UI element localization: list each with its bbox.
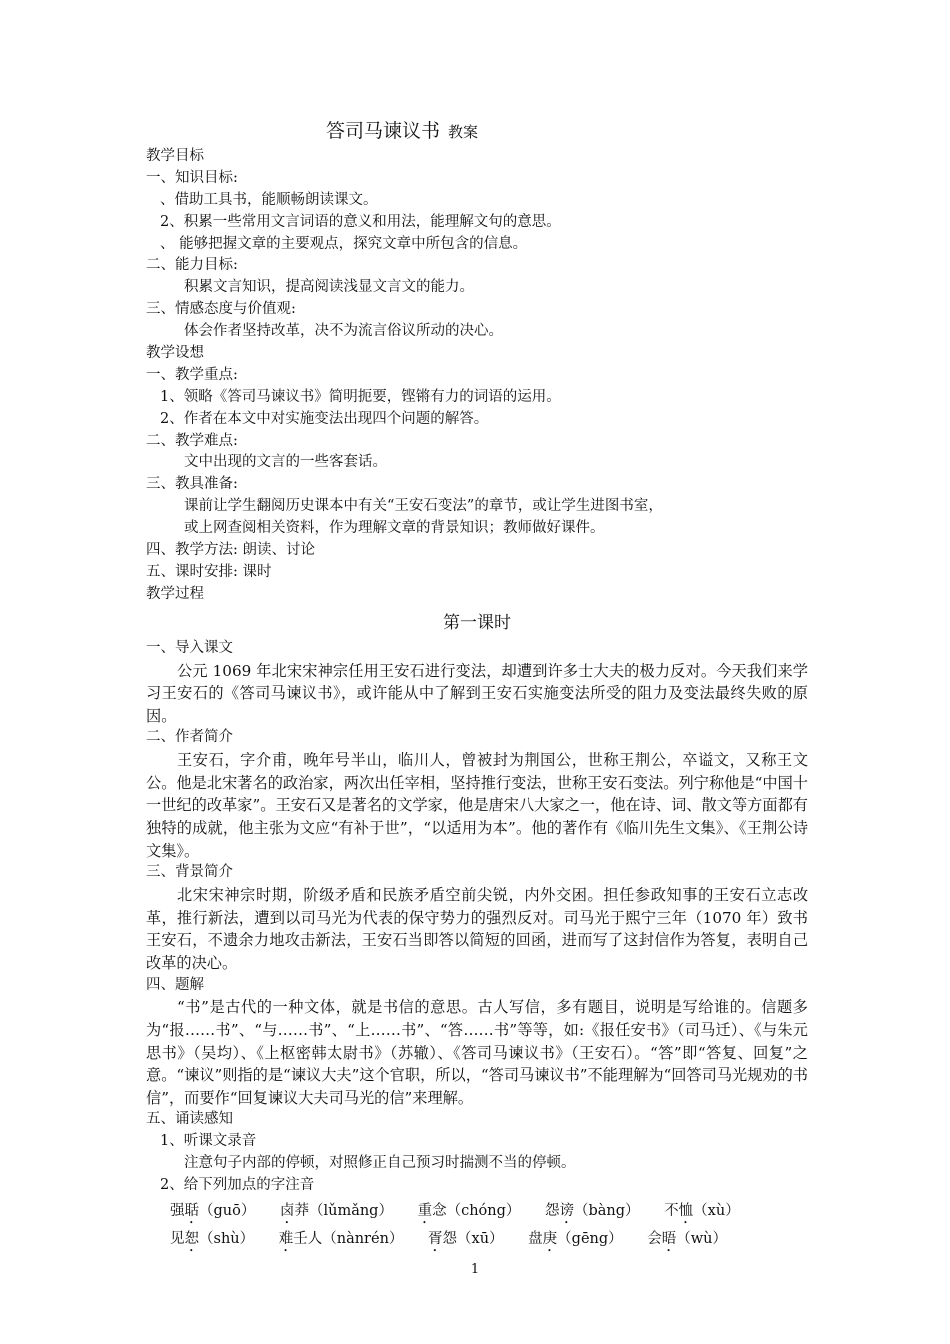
dotted-char: 谤 [559,1202,574,1219]
dotted-char: 恤 [678,1202,694,1219]
process-heading: 教学过程 [146,585,204,602]
pinyin-char: 莽 [294,1202,309,1219]
schedule-line: 五、课时安排: 课时 [146,563,272,580]
dotted-char: 聒 [184,1202,199,1219]
pinyin-item [664,1197,740,1227]
pinyin-reading: （wù） [676,1230,728,1247]
difficulty-heading: 二、教学难点: [146,432,238,449]
reading-heading: 五、诵读感知 [146,1111,233,1128]
author-paragraph: 王安石，字介甫，晚年号半山，临川人，曾被封为荆国公，世称王荆公，卒谥文，又称王文公。他是北宋著名的政治家，两次出任宰相，坚持推行变法，世称王安石变法。列宁称他是“中国十一世纪的改革家”。王安石又是著名的文学家，他是唐宋八大家之一，他在诗、词、散文等方面都有独特的成就，他主张为文应“有补于世”，“以适用为本”。他的著作有《临川先生文集》、《王荆公诗文集》。 [146,751,808,860]
emotion-heading: 三、情感态度与价值观: [146,301,296,318]
dotted-char: 重 [417,1202,433,1219]
knowledge-item: 、 能够把握文章的主要观点，探究文章中所包含的信息。 [160,235,528,252]
title-text: 答司马谏议书 [326,120,441,142]
title-exp-heading: 四、题解 [146,976,204,993]
document-title [146,116,808,146]
pinyin-heading: 2、给下列加点的字注音 [160,1177,315,1194]
knowledge-item: 、借助工具书，能顺畅朗读课文。 [160,191,378,208]
dotted-char: 恕 [184,1230,199,1247]
pinyin-reading: （lǔmǎng） [308,1202,393,1219]
pinyin-reading: （nànrén） [322,1230,404,1247]
knowledge-item: 2、积累一些常用文言词语的意义和用法，能理解文句的意思。 [160,213,561,230]
pinyin-reading: （chóng） [446,1202,521,1219]
prep-text: 课前让学生翻阅历史课本中有关“王安石变法”的章节，或让学生进图书室， [184,498,663,515]
knowledge-heading: 一、知识目标: [146,169,238,186]
dotted-char: 卤 [279,1202,295,1219]
objectives-heading: 教学目标 [146,148,204,164]
pinyin-item [280,1197,393,1227]
pinyin-char: 壬人 [293,1230,323,1247]
focus-item: 2、作者在本文中对实施变法出现四个问题的解答。 [160,410,489,427]
intro-heading: 一、导入课文 [146,639,233,656]
pinyin-char: 会 [647,1230,662,1247]
difficulty-text: 文中出现的文言的一些客套话。 [184,454,387,471]
pinyin-reading: （shù） [199,1230,255,1247]
listen-text: 注意句子内部的停顿，对照修正自己预习时揣测不当的停顿。 [184,1155,576,1172]
pinyin-row [146,1225,808,1253]
pinyin-char: 见 [170,1230,185,1247]
ability-heading: 二、能力目标: [146,257,238,274]
lesson-title: 第一课时 [443,612,511,633]
dotted-char: 庚 [542,1230,558,1247]
focus-heading: 一、教学重点: [146,366,238,383]
pinyin-char: 怨 [442,1230,458,1247]
pinyin-item [545,1197,640,1227]
pinyin-reading: （gēng） [557,1230,623,1247]
pinyin-char: 怨 [545,1202,560,1219]
pinyin-reading: （xù） [693,1202,740,1219]
pinyin-char: 念 [432,1202,447,1219]
pinyin-char: 盘 [528,1230,543,1247]
pinyin-item [279,1225,404,1255]
pinyin-char: 强 [170,1202,185,1219]
dotted-char: 难 [278,1230,294,1247]
title-exp-paragraph: “书”是古代的一种文体，就是书信的意思。古人写信，多有题目，说明是写给谁的。信题多为“报……书”、“与……书”、“上……书”、“答……书”等等，如:《报任安书》（司马迁）、《与朱元思书》（吴均）、《上枢密韩太尉书》（苏辙）、《答司马谏议书》（王安石）。“答”即“答复、回复”之意。“谏议”则指的是“谏议大夫”这个官职，所以，“答司马谏议书”不能理解为“回答司马光规劝的书信”，而要作“回复谏议大夫司马光的信”来理解。 [146,998,808,1107]
pinyin-item [418,1197,521,1227]
pinyin-row [146,1197,808,1225]
document-body [146,116,808,1253]
title-suffix: 教案 [448,123,479,141]
method-line: 四、教学方法: 朗读、讨论 [146,542,315,559]
pinyin-item [428,1225,504,1255]
dotted-char: 胥 [428,1230,443,1247]
listen-heading: 1、听课文录音 [160,1133,257,1150]
dotted-char: 晤 [661,1230,677,1247]
pinyin-reading: （guō） [199,1202,256,1219]
page-number: 1 [470,1262,480,1277]
design-heading: 教学设想 [146,345,204,362]
background-heading: 三、背景简介 [146,864,233,881]
ability-text: 积累文言知识，提高阅读浅显文言文的能力。 [184,279,474,296]
author-heading: 二、作者简介 [146,729,233,746]
pinyin-item [528,1225,622,1255]
pinyin-item [170,1197,255,1227]
focus-item: 1、领略《答司马谏议书》简明扼要，铿锵有力的词语的运用。 [160,388,561,405]
prep-heading: 三、教具准备: [146,476,238,493]
pinyin-reading: （bàng） [574,1202,640,1219]
prep-text: 或上网查阅相关资料，作为理解文章的背景知识；教师做好课件。 [184,520,605,537]
intro-paragraph: 公元 1069 年北宋宋神宗任用王安石进行变法，却遭到许多士大夫的极力反对。今天我们来学习王安石的《答司马谏议书》，或许能从中了解到王安石实施变法所受的阻力及变法最终失败的原因。 [146,661,808,725]
background-paragraph: 北宋宋神宗时期，阶级矛盾和民族矛盾空前尖锐，内外交困。担任参政知事的王安石立志改革，推行新法，遭到以司马光为代表的保守势力的强烈反对。司马光于熙宁三年（1070 年）致书王安石，不遗余力地攻击新法，王安石当即答以简短的回函，进而写了这封信作为答复，表明自己改革的决心。 [146,886,808,972]
pinyin-reading: （xū） [457,1230,504,1247]
pinyin-item [170,1225,254,1255]
pinyin-char: 不 [664,1202,679,1219]
pinyin-item [647,1225,727,1255]
emotion-text: 体会作者坚持改革，决不为流言俗议所动的决心。 [184,323,503,340]
